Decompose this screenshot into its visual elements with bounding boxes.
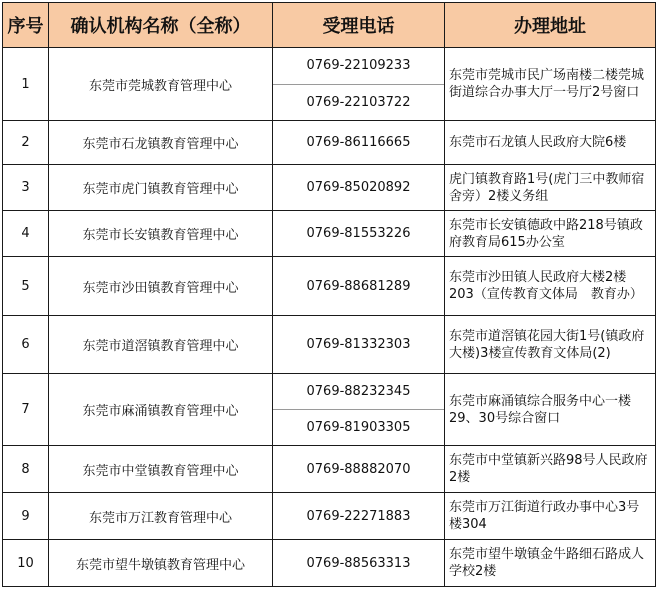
- address-cell: 东莞市沙田镇人民政府大楼2楼203（宣传教育文体局 教育办）: [445, 257, 656, 316]
- table-row: [3, 493, 656, 540]
- institution-name-cell: 东莞市莞城教育管理中心: [49, 48, 273, 121]
- phone-number: 0769-22103722: [306, 94, 411, 110]
- header-institution-name: 确认机构名称（全称）: [49, 3, 273, 48]
- phone-cell: [273, 374, 445, 446]
- phone-cell: [273, 211, 445, 257]
- phone-number: 0769-85020892: [306, 180, 411, 195]
- phone-cell: [273, 165, 445, 211]
- phone-cell: [273, 316, 445, 374]
- phone-number: 0769-88232345: [273, 374, 444, 410]
- institution-name-cell: 东莞市石龙镇教育管理中心: [49, 121, 273, 165]
- phone-number: 0769-88882070: [306, 461, 411, 477]
- address-cell: 东莞市道滘镇花园大街1号(镇政府大楼)3楼宣传教育文体局(2): [445, 316, 656, 374]
- serial-number-cell: 9: [3, 493, 49, 540]
- header-row: [3, 3, 656, 48]
- table-row: [3, 316, 656, 374]
- table-body: [3, 48, 656, 587]
- address-cell: 东莞市长安镇德政中路218号镇政府教育局615办公室: [445, 211, 656, 257]
- phone-number: 0769-88681289: [306, 278, 411, 294]
- serial-number-cell: 6: [3, 316, 49, 374]
- phone-number: 0769-88563313: [306, 555, 411, 571]
- header-serial-number: 序号: [3, 3, 49, 48]
- institution-name-cell: 东莞市道滘镇教育管理中心: [49, 316, 273, 374]
- table-row: [3, 540, 656, 587]
- table-row: [3, 257, 656, 316]
- table-row: [3, 121, 656, 165]
- serial-number-cell: 1: [3, 48, 49, 121]
- serial-number-cell: 10: [3, 540, 49, 587]
- serial-number-cell: 2: [3, 121, 49, 165]
- header-phone: 受理电话: [273, 3, 445, 48]
- header-address: 办理地址: [445, 3, 656, 48]
- phone-cell: [273, 257, 445, 316]
- address-cell: 东莞市望牛墩镇金牛路细石路成人学校2楼: [445, 540, 656, 587]
- phone-number: 0769-22271883: [306, 508, 411, 524]
- serial-number-cell: 8: [3, 446, 49, 493]
- institution-name-cell: 东莞市沙田镇教育管理中心: [49, 257, 273, 316]
- institution-table-wrapper: [2, 2, 656, 587]
- address-cell: 东莞市万江街道行政办事中心3号楼304: [445, 493, 656, 540]
- phone-number: 0769-86116665: [306, 135, 411, 150]
- serial-number-cell: 5: [3, 257, 49, 316]
- table-header: [3, 3, 656, 48]
- phone-cell: [273, 540, 445, 587]
- institution-name-cell: 东莞市麻涌镇教育管理中心: [49, 374, 273, 446]
- address-cell: 东莞市麻涌镇综合服务中心一楼29、30号综合窗口: [445, 374, 656, 446]
- institution-name-cell: 东莞市虎门镇教育管理中心: [49, 165, 273, 211]
- address-cell: 东莞市中堂镇新兴路98号人民政府2楼: [445, 446, 656, 493]
- phone-cell: [273, 493, 445, 540]
- phone-number: 0769-81332303: [306, 337, 411, 352]
- address-cell: 东莞市石龙镇人民政府大院6楼: [445, 121, 656, 165]
- table-row: [3, 211, 656, 257]
- serial-number-cell: 3: [3, 165, 49, 211]
- table-row: [3, 48, 656, 121]
- institution-name-cell: 东莞市万江教育管理中心: [49, 493, 273, 540]
- serial-number-cell: 4: [3, 211, 49, 257]
- phone-cell: [273, 48, 445, 121]
- institution-table: [2, 2, 656, 587]
- phone-number: 0769-81553226: [306, 226, 411, 241]
- institution-name-cell: 东莞市中堂镇教育管理中心: [49, 446, 273, 493]
- institution-name-cell: 东莞市望牛墩镇教育管理中心: [49, 540, 273, 587]
- table-row: [3, 374, 656, 446]
- phone-number: 0769-81903305: [306, 420, 411, 435]
- phone-number: 0769-22109233: [273, 48, 444, 85]
- table-row: [3, 165, 656, 211]
- address-cell: 东莞市莞城市民广场南楼二楼莞城街道综合办事大厅一号厅2号窗口: [445, 48, 656, 121]
- phone-cell: [273, 446, 445, 493]
- institution-name-cell: 东莞市长安镇教育管理中心: [49, 211, 273, 257]
- phone-cell: [273, 121, 445, 165]
- serial-number-cell: 7: [3, 374, 49, 446]
- address-cell: 虎门镇教育路1号(虎门三中教师宿舍旁）2楼义务组: [445, 165, 656, 211]
- table-row: [3, 446, 656, 493]
